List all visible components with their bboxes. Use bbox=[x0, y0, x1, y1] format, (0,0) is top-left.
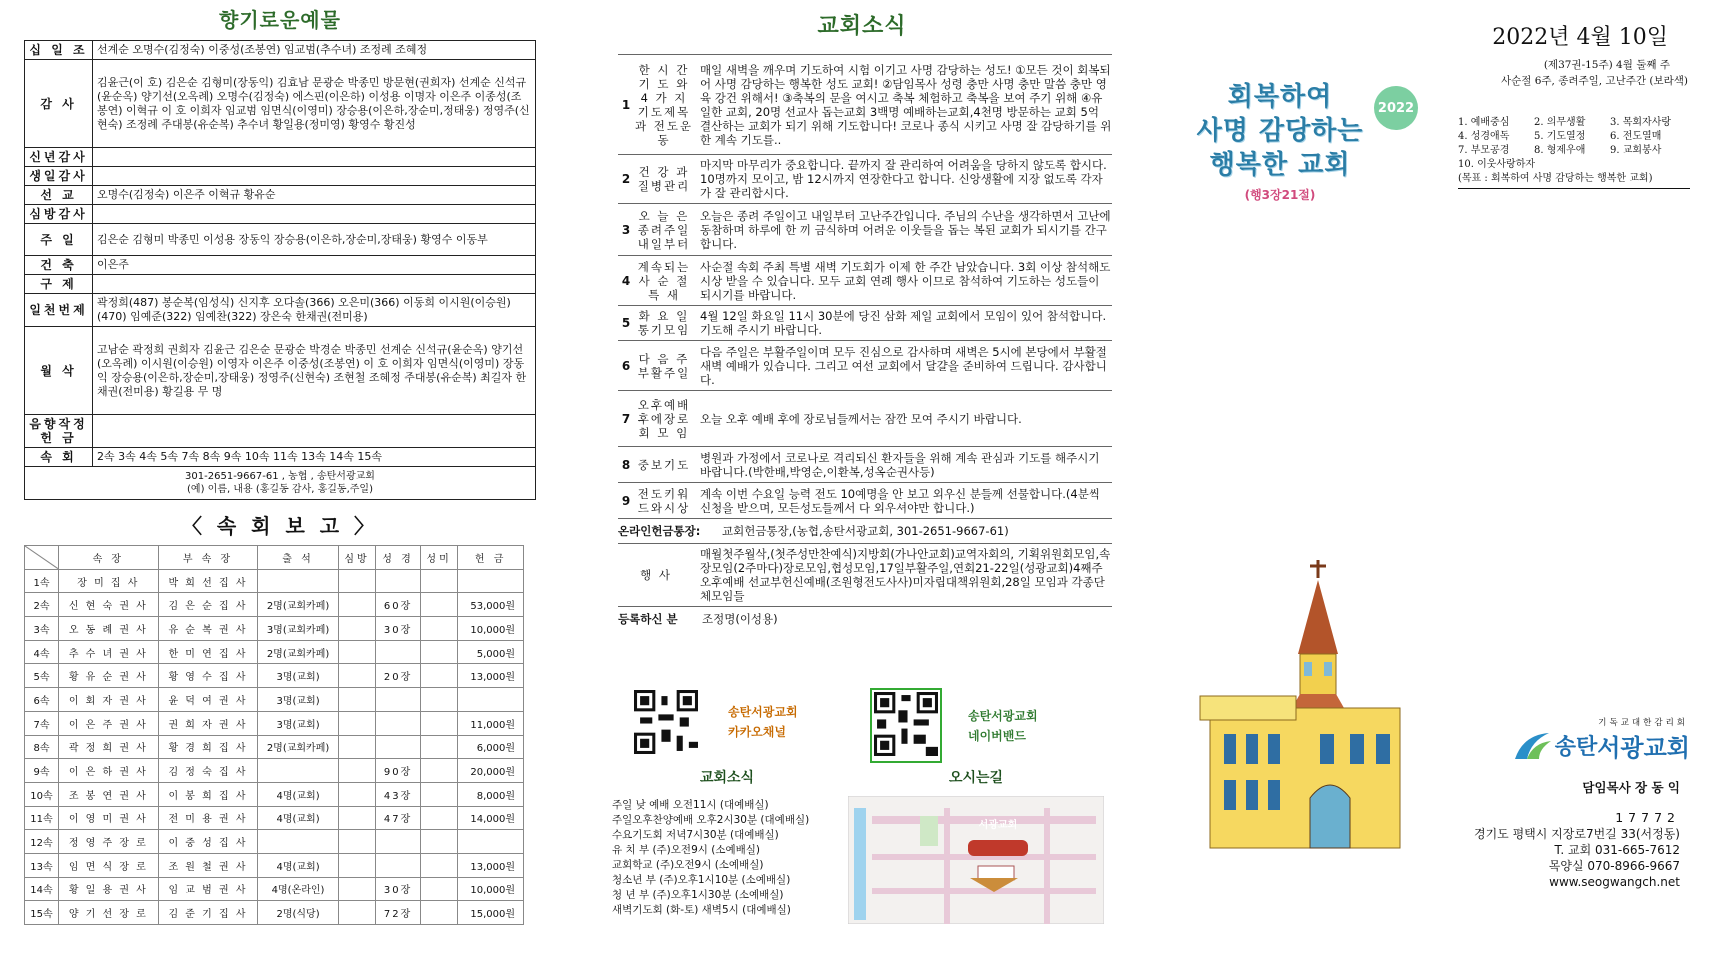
report-cell: 6,000원 bbox=[458, 735, 524, 759]
church-logo bbox=[1470, 716, 1690, 763]
report-cell bbox=[338, 593, 375, 617]
offering-category: 월 삭 bbox=[25, 327, 93, 415]
report-cell bbox=[458, 830, 524, 854]
offering-names bbox=[93, 275, 536, 294]
slogan-line-2: 사명 감당하는 bbox=[1196, 116, 1364, 146]
report-cell: 10,000원 bbox=[458, 877, 524, 901]
report-cell bbox=[420, 735, 457, 759]
news-title: 교회소식 bbox=[817, 14, 907, 39]
report-cell: 4명(온라인) bbox=[258, 877, 338, 901]
offering-category: 음향작정 헌 금 bbox=[25, 415, 93, 448]
report-cell: 2명(식당) bbox=[258, 901, 338, 925]
news-body: 병원과 가정에서 코로나로 격리되신 환자들을 위해 계속 관심과 기도를 해주시기 바랍니다.(박한배,박영순,이환복,성옥순권사등) bbox=[700, 450, 1100, 479]
report-row bbox=[25, 640, 524, 664]
report-table bbox=[24, 545, 524, 925]
offering-row bbox=[25, 415, 536, 448]
offering-row bbox=[25, 167, 536, 186]
events-label: 행 사 bbox=[640, 568, 672, 582]
news-number: 6 bbox=[621, 358, 631, 373]
church-website[interactable]: www.seogwangch.net bbox=[1549, 875, 1680, 889]
report-cell: 3명(교회카페) bbox=[258, 617, 338, 641]
report-cell bbox=[420, 664, 457, 688]
news-body: 매일 새벽을 깨우며 기도하여 시험 이기고 사명 감당하는 성도! ①모든 것이 회복되어 사명 감당하는 행복한 성도 교회! ②담임목사 성령 충만 사명 충만 말씀 충만 영육 강건 위해서! ③축복의 문을 여시고 축복 체험하고 축복을 보여 주기 위해 ④유일한 교회, 20명 선교사 돕는교회 3백명 예배하는교회,4천명 방문하는 교회 5억 결산하는 교회가 되기 위해 기도합니다! 코로나 종식 시키고 사명 잘 감당하기를 위한 계속 기도를.. bbox=[700, 62, 1112, 147]
left-panel bbox=[24, 0, 536, 953]
report-cell: 조 원 철 권 사 bbox=[158, 853, 258, 877]
report-cell: 이 중 성 집 사 bbox=[158, 830, 258, 854]
report-cell bbox=[458, 688, 524, 712]
offering-category: 구 제 bbox=[25, 275, 93, 294]
report-cell: 10속 bbox=[25, 782, 59, 806]
news-body: 오늘 오후 예배 후에 장로님들께서는 잠깐 모여 주시기 바랍니다. bbox=[700, 411, 1022, 426]
offering-table bbox=[24, 40, 536, 467]
events-row bbox=[618, 544, 1112, 607]
offering-names bbox=[93, 167, 536, 186]
diagonal-header-cell bbox=[25, 546, 59, 570]
goal-item: 8. 형제우애 bbox=[1534, 145, 1586, 156]
online-offering-row bbox=[618, 519, 1112, 544]
news-item bbox=[618, 155, 1112, 204]
news-number: 8 bbox=[621, 457, 631, 472]
kakao-label-1: 송탄서광교회 bbox=[728, 705, 798, 719]
schedule-item: 수요기도회 저녁7시30분 (대예배실) bbox=[612, 829, 779, 841]
report-cell: 4명(교회) bbox=[258, 782, 338, 806]
goal-item: 5. 기도열정 bbox=[1534, 131, 1586, 142]
goal-item: 9. 교회봉사 bbox=[1610, 145, 1662, 156]
report-cell: 12속 bbox=[25, 830, 59, 854]
offering-names: 김은순 김형미 박종민 이성용 장동익 장승용(이은하,장순미,장태웅) 황영수 이동부 bbox=[93, 224, 536, 256]
schedule-item: 유 치 부 (주)오전9시 (소예배실) bbox=[612, 844, 760, 856]
report-cell bbox=[376, 688, 421, 712]
band-qr-block[interactable] bbox=[870, 688, 1038, 763]
zip-code: 17772 bbox=[1615, 810, 1680, 825]
church-illustration bbox=[1190, 558, 1420, 858]
schedule-list bbox=[612, 798, 842, 918]
offering-row bbox=[25, 41, 536, 60]
report-cell bbox=[338, 853, 375, 877]
report-cell: 6속 bbox=[25, 688, 59, 712]
news-topic: 화 요 일 통기모임 bbox=[637, 309, 691, 337]
report-cell: 30장 bbox=[376, 617, 421, 641]
report-cell: 13,000원 bbox=[458, 664, 524, 688]
report-cell: 임 교 범 권 사 bbox=[158, 877, 258, 901]
report-cell: 황 영 수 집 사 bbox=[158, 664, 258, 688]
church-phone: T. 교회 031-665-7612 bbox=[1554, 843, 1680, 857]
report-cell: 윤 덕 여 권 사 bbox=[158, 688, 258, 712]
offering-names bbox=[93, 415, 536, 448]
goal-item: 10. 이웃사랑하자 bbox=[1458, 159, 1536, 170]
news-body: 마지막 마무리가 중요합니다. 끝까지 잘 관리하여 어려움을 당하지 않도록 합시다. 10명까지 모이고, 밤 12시까지 연장한다고 합니다. 신앙생활에 지장 없도록 각자가 잘 관리합시다. bbox=[700, 158, 1107, 200]
report-cell bbox=[420, 877, 457, 901]
report-header: 헌 금 bbox=[458, 546, 524, 570]
offering-category: 십 일 조 bbox=[25, 41, 93, 60]
news-body: 4월 12일 화요일 11시 30분에 당진 삼화 제일 교회에서 모임이 있어 참석합니다. 기도해 주시기 바랍니다. bbox=[700, 309, 1107, 337]
report-cell bbox=[338, 688, 375, 712]
report-cell bbox=[338, 664, 375, 688]
report-cell bbox=[338, 877, 375, 901]
report-row bbox=[25, 877, 524, 901]
goal-item: 2. 의무생활 bbox=[1534, 117, 1586, 128]
offering-names: 선계순 오명수(김정숙) 이중성(조봉연) 임교범(추수녀) 조정례 조혜정 bbox=[93, 41, 536, 60]
news-item bbox=[618, 204, 1112, 256]
goal-item: 3. 목회자사랑 bbox=[1610, 117, 1672, 128]
bulletin-date: 2022년 4월 10일 bbox=[1492, 25, 1668, 50]
goal-item: 1. 예배중심 bbox=[1458, 117, 1510, 128]
report-cell bbox=[376, 711, 421, 735]
report-row bbox=[25, 664, 524, 688]
report-cell: 황 일 용 권 사 bbox=[59, 877, 159, 901]
newcomer-row bbox=[618, 607, 1112, 631]
schedule-item: 교회학교 (주)오전9시 (소예배실) bbox=[612, 859, 764, 871]
report-row bbox=[25, 759, 524, 783]
offering-row bbox=[25, 327, 536, 415]
report-cell bbox=[376, 853, 421, 877]
report-cell bbox=[420, 853, 457, 877]
report-cell: 황 경 희 집 사 bbox=[158, 735, 258, 759]
goals-grid bbox=[1458, 116, 1690, 172]
slogan-verse: (행3장21절) bbox=[1244, 188, 1316, 202]
kakao-qr-block[interactable] bbox=[634, 690, 798, 754]
report-cell bbox=[458, 569, 524, 593]
newcomer-text: 조정명(이성용) bbox=[702, 612, 778, 626]
report-cell bbox=[420, 830, 457, 854]
offering-category: 감 사 bbox=[25, 60, 93, 148]
goal-item: 7. 부모공경 bbox=[1458, 145, 1510, 156]
report-cell: 8속 bbox=[25, 735, 59, 759]
report-header: 출 석 bbox=[258, 546, 338, 570]
report-cell: 13속 bbox=[25, 853, 59, 877]
news-body: 사순절 속회 주최 특별 새벽 기도회가 이제 한 주간 남았습니다. 3회 이상 참석해도 시상 받을 수 있습니다. 모두 교회 연례 행사 이므로 참석하여 기도하는 성도들이 되시기를 바랍니다. bbox=[700, 259, 1111, 302]
map-image[interactable] bbox=[848, 796, 1104, 924]
schedule-item: 주일 낮 예배 오전11시 (대예배실) bbox=[612, 799, 769, 811]
bulletin-volume: (제37권-15주) 4월 둘째 주 bbox=[1543, 59, 1670, 71]
offering-row bbox=[25, 148, 536, 167]
report-header: 속 장 bbox=[59, 546, 159, 570]
news-topic: 한 시 간 기 도 와 4 가 지 기도제목과 전도운동 bbox=[634, 62, 694, 147]
report-cell: 김 준 기 집 사 bbox=[158, 901, 258, 925]
report-cell: 3속 bbox=[25, 617, 59, 641]
report-cell: 조 봉 연 권 사 bbox=[59, 782, 159, 806]
news-number: 9 bbox=[621, 493, 631, 508]
report-header: 성미 bbox=[420, 546, 457, 570]
church-address: 경기도 평택시 지장로7번길 33(서정동) bbox=[1473, 827, 1680, 841]
report-cell bbox=[338, 711, 375, 735]
church-name-part-1: 송탄 bbox=[1554, 735, 1598, 760]
schedule-item: 주일오후찬양예배 오후2시30분 (대예배실) bbox=[612, 814, 810, 826]
band-qr-frame bbox=[870, 688, 942, 763]
report-cell: 13,000원 bbox=[458, 853, 524, 877]
report-cell: 권 희 자 권 사 bbox=[158, 711, 258, 735]
report-cell bbox=[376, 830, 421, 854]
offering-row bbox=[25, 186, 536, 205]
account-line-1: 301-2651-9667-61 , 농협 , 송탄서광교회 bbox=[185, 471, 375, 482]
news-list bbox=[618, 54, 1112, 519]
report-cell: 4속 bbox=[25, 640, 59, 664]
events-text: 매월첫주월삭,(첫주성만찬예식)지방회(가나안교회)교역자회의, 기획위원회모임,속장모임(2주마다)장로모임,협성모임,17일부활주일,연회21-22일(성광교회)4째주 오후예배 선교부헌신예배(조원형전도사사)미자립대책위원회,28일 모임과 각종단체모임들 bbox=[700, 547, 1111, 603]
report-cell: 43장 bbox=[376, 782, 421, 806]
slogan-line-1: 회복하여 bbox=[1227, 82, 1333, 112]
report-cell: 정 영 주 장 로 bbox=[59, 830, 159, 854]
news-topic: 건 강 과 질병관리 bbox=[637, 165, 691, 193]
report-header: 부 속 장 bbox=[158, 546, 258, 570]
report-row bbox=[25, 711, 524, 735]
church-info bbox=[1420, 780, 1680, 890]
report-cell: 임 면 식 장 로 bbox=[59, 853, 159, 877]
schedule-title: 교회소식 bbox=[699, 770, 755, 786]
offering-row bbox=[25, 448, 536, 467]
offering-names bbox=[93, 205, 536, 224]
report-cell: 60장 bbox=[376, 593, 421, 617]
news-body: 계속 이번 수요일 능력 전도 10예명을 안 보고 외우신 분들께 선물합니다.(4분씩 신청을 받으며, 모든성도들께서 다 외우셔야만 합니다.) bbox=[700, 486, 1100, 515]
offering-title: 향기로운예물 bbox=[219, 8, 341, 32]
report-cell bbox=[258, 759, 338, 783]
report-cell bbox=[420, 569, 457, 593]
map-title: 오시는길 bbox=[948, 770, 1004, 786]
report-row bbox=[25, 735, 524, 759]
schedule-item: 새벽기도회 (화-토) 새벽5시 (대예배실) bbox=[612, 904, 791, 916]
offering-row bbox=[25, 224, 536, 256]
report-cell: 2명(교회카페) bbox=[258, 593, 338, 617]
offering-category: 선 교 bbox=[25, 186, 93, 205]
report-cell bbox=[420, 711, 457, 735]
report-cell: 4명(교회) bbox=[258, 806, 338, 830]
report-cell: 신 현 숙 권 사 bbox=[59, 593, 159, 617]
offering-category: 주 일 bbox=[25, 224, 93, 256]
news-body: 다음 주일은 부활주일이며 모두 진심으로 감사하며 새벽은 5시에 본당에서 부활절 새벽 예배가 있습니다. 그리고 여선 교회에서 달걀을 준비하여 드립니다. 감사합니다. bbox=[700, 344, 1107, 387]
report-cell: 9속 bbox=[25, 759, 59, 783]
slogan-block bbox=[1195, 80, 1365, 203]
middle-panel bbox=[612, 0, 1112, 953]
slogan-line-3: 행복한 교회 bbox=[1209, 150, 1351, 180]
report-cell: 유 순 복 권 사 bbox=[158, 617, 258, 641]
report-cell: 20,000원 bbox=[458, 759, 524, 783]
news-item bbox=[618, 256, 1112, 306]
news-number: 3 bbox=[621, 222, 631, 237]
report-cell bbox=[258, 569, 338, 593]
news-number: 7 bbox=[621, 411, 631, 426]
report-cell: 곽 정 희 권 사 bbox=[59, 735, 159, 759]
bulletin-season: 사순절 6주, 종려주일, 고난주간 (보라색) bbox=[1500, 75, 1688, 87]
report-cell: 30장 bbox=[376, 877, 421, 901]
report-cell: 11,000원 bbox=[458, 711, 524, 735]
news-item bbox=[618, 55, 1112, 155]
newcomer-label: 등록하신 분 bbox=[618, 612, 678, 626]
report-cell: 3명(교회) bbox=[258, 688, 338, 712]
offering-category: 신년감사 bbox=[25, 148, 93, 167]
report-cell bbox=[338, 735, 375, 759]
report-cell bbox=[258, 830, 338, 854]
report-cell: 15속 bbox=[25, 901, 59, 925]
church-logo-icon bbox=[1509, 729, 1555, 763]
offering-row bbox=[25, 256, 536, 275]
report-cell bbox=[420, 617, 457, 641]
year-badge: 2022 bbox=[1374, 86, 1418, 130]
offering-row bbox=[25, 294, 536, 327]
report-cell: 장 미 집 사 bbox=[59, 569, 159, 593]
report-cell bbox=[420, 901, 457, 925]
band-qr-icon[interactable] bbox=[874, 692, 938, 756]
offering-names: 2속 3속 4속 5속 7속 8속 9속 10속 11속 13속 14속 15속 bbox=[93, 448, 536, 467]
goal-item: 6. 전도열매 bbox=[1610, 131, 1662, 142]
offering-category: 생일감사 bbox=[25, 167, 93, 186]
report-title: 〈 속 회 보 고 〉 bbox=[181, 514, 379, 538]
report-cell: 이 회 자 권 사 bbox=[59, 688, 159, 712]
report-cell: 8,000원 bbox=[458, 782, 524, 806]
news-topic: 중보기도 bbox=[637, 457, 691, 472]
report-cell bbox=[338, 806, 375, 830]
offering-names bbox=[93, 148, 536, 167]
report-cell: 90장 bbox=[376, 759, 421, 783]
report-row bbox=[25, 688, 524, 712]
report-cell bbox=[420, 759, 457, 783]
offering-category: 건 축 bbox=[25, 256, 93, 275]
goals-block bbox=[1458, 116, 1690, 189]
report-cell: 김 은 순 집 사 bbox=[158, 593, 258, 617]
report-cell bbox=[420, 806, 457, 830]
report-cell: 이 은 주 권 사 bbox=[59, 711, 159, 735]
kakao-qr-icon[interactable] bbox=[634, 690, 698, 754]
offering-names: 고남순 곽정희 권희자 김윤근 김은순 문광순 박경순 박종민 선계순 신석규(윤순옥) 양기선(오옥례) 이시원(이승원) 이영자 이은주 이중성(조봉연) 이 호 이희자 임면식(이영미) 장동익 장승용(이은하,장순미,장태웅) 정영주(신현숙) 조현철 조혜정 주대봉(유순복) 최길자 한채권(전미용) 황길용 무 명 bbox=[93, 327, 536, 415]
report-cell: 이 봉 희 집 사 bbox=[158, 782, 258, 806]
report-row bbox=[25, 617, 524, 641]
offering-category: 일천번제 bbox=[25, 294, 93, 327]
schedule-item: 청소년 부 (주)오후1시10분 (소예배실) bbox=[612, 874, 791, 886]
goal-note: (목표 : 회복하여 사명 감당하는 행복한 교회) bbox=[1458, 172, 1690, 189]
report-header: 성 경 bbox=[376, 546, 421, 570]
offering-names: 곽정희(487) 봉순복(임성식) 신지후 오다솔(366) 오은미(366) 이동희 이시원(이승원)(470) 임예준(322) 임예찬(322) 장은숙 한채권(전미용) bbox=[93, 294, 536, 327]
report-cell bbox=[338, 782, 375, 806]
report-cell bbox=[376, 640, 421, 664]
offering-names: 이은주 bbox=[93, 256, 536, 275]
account-line-2: (예) 이름, 내용 (홍길동 감사, 홍길동,주일) bbox=[187, 484, 373, 495]
news-topic: 오후예배 후에장로 회 모 임 bbox=[637, 397, 691, 440]
report-cell: 이 영 미 권 사 bbox=[59, 806, 159, 830]
online-offering-text: 교회헌금통장,(농협,송탄서광교회, 301-2651-9667-61) bbox=[722, 524, 1009, 538]
report-cell bbox=[338, 617, 375, 641]
news-body: 오늘은 종려 주일이고 내일부터 고난주간입니다. 주님의 수난을 생각하면서 고난에 동참하며 하루에 한 끼 금식하며 어려운 이웃들을 돕는 복된 교회가 되시기를 간구합니다. bbox=[700, 208, 1111, 251]
band-label-2: 네이버밴드 bbox=[968, 728, 1026, 743]
report-cell bbox=[420, 640, 457, 664]
report-cell: 양 기 선 장 로 bbox=[59, 901, 159, 925]
pastor-phone: 목양실 070-8966-9667 bbox=[1548, 859, 1680, 873]
report-cell: 14,000원 bbox=[458, 806, 524, 830]
news-topic: 오 늘 은 종려주일 내일부터 bbox=[637, 208, 691, 251]
report-cell bbox=[420, 782, 457, 806]
report-cell bbox=[338, 901, 375, 925]
offering-names: 김윤근(이 호) 김은순 김형미(장동익) 김효남 문광순 박종민 방문현(권희자) 선계순 신석규(윤순옥) 양기선(오옥례) 오명수(김정숙) 에스핀(이은하) 이성용 이명자 이은주 이종성(조봉연) 이혁규 이 호 이희자 임교범 임면식(이영미) 장승용(이은하,장순미,정태웅) 정영주(신현숙) 조정례 주대봉(유순복) 추수녀 황일용(정미영) 황영수 황진성 bbox=[93, 60, 536, 148]
offering-category: 심방감사 bbox=[25, 205, 93, 224]
report-cell: 10,000원 bbox=[458, 617, 524, 641]
news-item bbox=[618, 447, 1112, 483]
report-cell: 한 미 연 집 사 bbox=[158, 640, 258, 664]
report-cell: 1속 bbox=[25, 569, 59, 593]
report-cell: 5,000원 bbox=[458, 640, 524, 664]
pastor-name: 담임목사 장 동 익 bbox=[1582, 780, 1680, 795]
offering-names: 오명수(김정숙) 이은주 이혁규 황유순 bbox=[93, 186, 536, 205]
report-cell bbox=[338, 640, 375, 664]
report-cell: 3명(교회) bbox=[258, 711, 338, 735]
offering-category: 속 회 bbox=[25, 448, 93, 467]
news-topic: 전도키워 드와시상 bbox=[637, 486, 691, 515]
report-cell: 4명(교회) bbox=[258, 853, 338, 877]
kakao-label-2: 카카오채널 bbox=[728, 725, 786, 739]
report-cell: 2명(교회카페) bbox=[258, 735, 338, 759]
report-cell: 7속 bbox=[25, 711, 59, 735]
report-row bbox=[25, 830, 524, 854]
report-cell bbox=[420, 593, 457, 617]
report-cell: 김 정 숙 집 사 bbox=[158, 759, 258, 783]
report-cell bbox=[376, 735, 421, 759]
report-cell: 오 동 례 권 사 bbox=[59, 617, 159, 641]
schedule-block bbox=[612, 768, 842, 918]
report-row bbox=[25, 901, 524, 925]
report-cell: 전 미 용 권 사 bbox=[158, 806, 258, 830]
report-cell: 5속 bbox=[25, 664, 59, 688]
news-topic: 계속되는 사 순 절 특 새 bbox=[637, 259, 691, 302]
news-item bbox=[618, 306, 1112, 341]
band-label-1: 송탄서광교회 bbox=[968, 708, 1038, 723]
church-name-part-2: 서광교회 bbox=[1597, 734, 1690, 762]
report-cell bbox=[376, 569, 421, 593]
offering-row bbox=[25, 60, 536, 148]
report-cell bbox=[420, 688, 457, 712]
online-offering-label: 온라인헌금통장: bbox=[618, 524, 701, 538]
report-cell: 72장 bbox=[376, 901, 421, 925]
report-row bbox=[25, 806, 524, 830]
report-cell: 47장 bbox=[376, 806, 421, 830]
map-church-label: 서광교회 bbox=[978, 820, 1018, 831]
report-cell: 20장 bbox=[376, 664, 421, 688]
news-item bbox=[618, 341, 1112, 391]
news-topic: 다 음 주 부활주일 bbox=[637, 351, 691, 380]
report-cell: 53,000원 bbox=[458, 593, 524, 617]
schedule-item: 청 년 부 (주)오후1시30분 (소예배실) bbox=[612, 889, 784, 901]
report-row bbox=[25, 593, 524, 617]
report-cell: 추 수 녀 권 사 bbox=[59, 640, 159, 664]
report-cell: 14속 bbox=[25, 877, 59, 901]
news-number: 5 bbox=[621, 316, 631, 330]
report-cell: 15,000원 bbox=[458, 901, 524, 925]
report-row bbox=[25, 853, 524, 877]
news-item bbox=[618, 391, 1112, 447]
goal-item: 4. 성경애독 bbox=[1458, 131, 1510, 142]
report-row bbox=[25, 569, 524, 593]
report-cell bbox=[338, 759, 375, 783]
report-cell bbox=[338, 569, 375, 593]
report-cell: 황 유 순 권 사 bbox=[59, 664, 159, 688]
cover-panel bbox=[1190, 0, 1690, 953]
offering-row bbox=[25, 275, 536, 294]
news-item bbox=[618, 483, 1112, 519]
news-number: 2 bbox=[621, 172, 631, 186]
news-number: 1 bbox=[621, 97, 631, 112]
report-cell: 2명(교회카페) bbox=[258, 640, 338, 664]
report-cell: 이 은 하 권 사 bbox=[59, 759, 159, 783]
map-block bbox=[848, 768, 1104, 927]
report-cell bbox=[338, 830, 375, 854]
offering-row bbox=[25, 205, 536, 224]
report-cell: 3명(교회) bbox=[258, 664, 338, 688]
report-row bbox=[25, 782, 524, 806]
news-number: 4 bbox=[621, 273, 631, 288]
account-info bbox=[24, 467, 536, 500]
report-cell: 박 희 선 집 사 bbox=[158, 569, 258, 593]
report-cell: 11속 bbox=[25, 806, 59, 830]
report-cell: 2속 bbox=[25, 593, 59, 617]
denomination-label: 기독교대한감리회 bbox=[1598, 718, 1688, 728]
report-header: 심방 bbox=[338, 546, 375, 570]
